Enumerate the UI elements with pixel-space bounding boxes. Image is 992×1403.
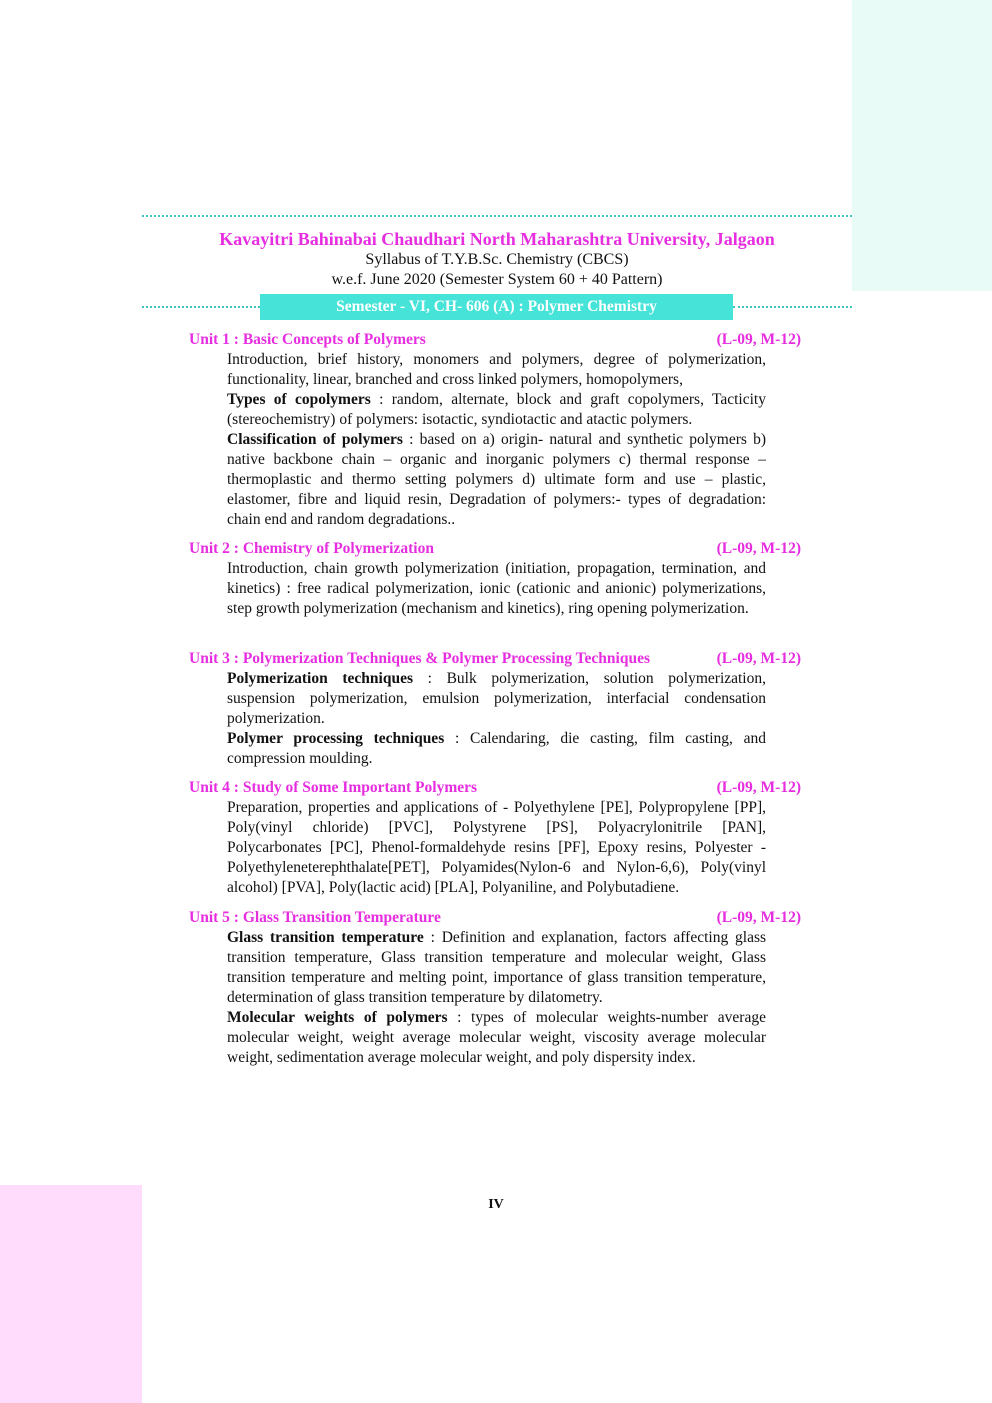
- unit-body: [227, 928, 766, 1068]
- unit-heading: [189, 539, 801, 559]
- unit-title: Unit 5 : Glass Transition Temperature: [189, 909, 441, 926]
- paragraph-text: Introduction, chain growth polymerization (initiation, propagation, termination, and kinetics) : free radical polymerization, ionic (cationic and anionic) polymerizations, step growth polymerization (mechanism and kinetics), ring opening polymerization.: [227, 560, 766, 617]
- unit-heading: [189, 649, 801, 669]
- paragraph-text: Introduction, brief history, monomers and polymers, degree of polymerization, functionality, linear, branched and cross linked polymers, homopolymers,: [227, 351, 766, 388]
- unit-marks: (L-09, M-12): [716, 331, 801, 348]
- unit-heading: [189, 778, 801, 798]
- paragraph-heading: Polymer processing techniques: [227, 730, 445, 747]
- paragraph: [227, 669, 766, 729]
- paragraph: [227, 729, 766, 769]
- paragraph-heading: Types of copolymers: [227, 391, 371, 408]
- dotted-divider-left: [142, 306, 260, 308]
- unit-heading: [189, 908, 801, 928]
- unit-body: [227, 669, 766, 769]
- unit-marks: (L-09, M-12): [716, 909, 801, 926]
- paragraph-text: : Bulk polymerization, solution polymerization, suspension polymerization, emulsion polymerization, interfacial condensation polymerization.: [227, 670, 766, 727]
- paragraph: [227, 350, 766, 390]
- semester-course-banner: Semester - VI, CH- 606 (A) : Polymer Chemistry: [260, 294, 733, 320]
- corner-decoration-top-right: [852, 0, 992, 291]
- unit-5: [189, 908, 801, 1068]
- unit-body: [227, 559, 766, 619]
- paragraph-text: : types of molecular weights-number average molecular weight, weight average molecular weight, viscosity average molecular weight, sedimentation average molecular weight, and poly dispersity index.: [227, 1009, 766, 1066]
- paragraph-text: : Definition and explanation, factors affecting glass transition temperature, Glass transition temperature and molecular weight, Glass transition temperature and melting point, importance of glass transition temperature, determination of glass transition temperature by dilatometry.: [227, 929, 767, 1006]
- paragraph-text: Preparation, properties and applications of - Polyethylene [PE], Polypropylene [PP], Poly(vinyl chloride) [PVC], Polystyrene [PS], Polyacrylonitrile [PAN], Polycarbonates [PC], Phenol-formaldehyde resins [PF], Epoxy resins, Polyester - Polyethyleneterephthalate[PET], Polyamides(Nylon-6 and Nylon-6,6), Poly(vinyl alcohol) [PVA], Poly(lactic acid) [PLA], Polyaniline, and Polybutadiene.: [227, 799, 766, 896]
- paragraph: [227, 928, 766, 1008]
- unit-marks: (L-09, M-12): [716, 540, 801, 557]
- university-title: Kavayitri Bahinabai Chaudhari North Maharashtra University, Jalgaon: [219, 229, 775, 249]
- unit-3: [189, 649, 801, 769]
- unit-title: Unit 2 : Chemistry of Polymerization: [189, 540, 434, 557]
- paragraph: [227, 559, 766, 619]
- dotted-divider-right: [733, 306, 852, 308]
- paragraph-text: : based on a) origin- natural and synthetic polymers b) native backbone chain – organic and inorganic polymers c) thermal response – thermoplastic and thermo setting polymers d) ultimate form and use – plastic, elastomer, fibre and liquid resin, Degradation of polymers:- types of degradation: chain end and random degradations..: [227, 431, 766, 528]
- unit-title: Unit 4 : Study of Some Important Polymers: [189, 779, 478, 796]
- page-number: IV: [488, 1197, 504, 1212]
- effective-date-line: w.e.f. June 2020 (Semester System 60 + 40 Pattern): [331, 271, 663, 288]
- unit-body: [227, 350, 766, 530]
- corner-decoration-bottom-left: [0, 1185, 142, 1403]
- unit-marks: (L-09, M-12): [716, 650, 801, 667]
- paragraph: [227, 1008, 766, 1068]
- paragraph-text: : Calendaring, die casting, film casting, and compression moulding.: [227, 730, 767, 767]
- unit-4: [189, 778, 801, 898]
- paragraph-heading: Glass transition temperature: [227, 929, 424, 946]
- unit-title: Unit 1 : Basic Concepts of Polymers: [189, 331, 426, 348]
- paragraph: [227, 390, 766, 430]
- unit-2: [189, 539, 801, 619]
- paragraph-heading: Polymerization techniques: [227, 670, 413, 687]
- unit-body: [227, 798, 766, 898]
- paragraph-heading: Molecular weights of polymers: [227, 1009, 448, 1026]
- paragraph-heading: Classification of polymers: [227, 431, 403, 448]
- paragraph-text: : random, alternate, block and graft copolymers, Tacticity (stereochemistry) of polymers: isotactic, syndiotactic and atactic polymers.: [227, 391, 766, 428]
- paragraph: [227, 430, 766, 530]
- unit-heading: [189, 330, 801, 350]
- dotted-divider-top: [142, 215, 852, 217]
- unit-title: Unit 3 : Polymerization Techniques & Polymer Processing Techniques: [189, 650, 650, 667]
- paragraph: [227, 798, 766, 898]
- unit-1: [189, 330, 801, 530]
- unit-marks: (L-09, M-12): [716, 779, 801, 796]
- syllabus-subtitle: Syllabus of T.Y.B.Sc. Chemistry (CBCS): [365, 251, 629, 268]
